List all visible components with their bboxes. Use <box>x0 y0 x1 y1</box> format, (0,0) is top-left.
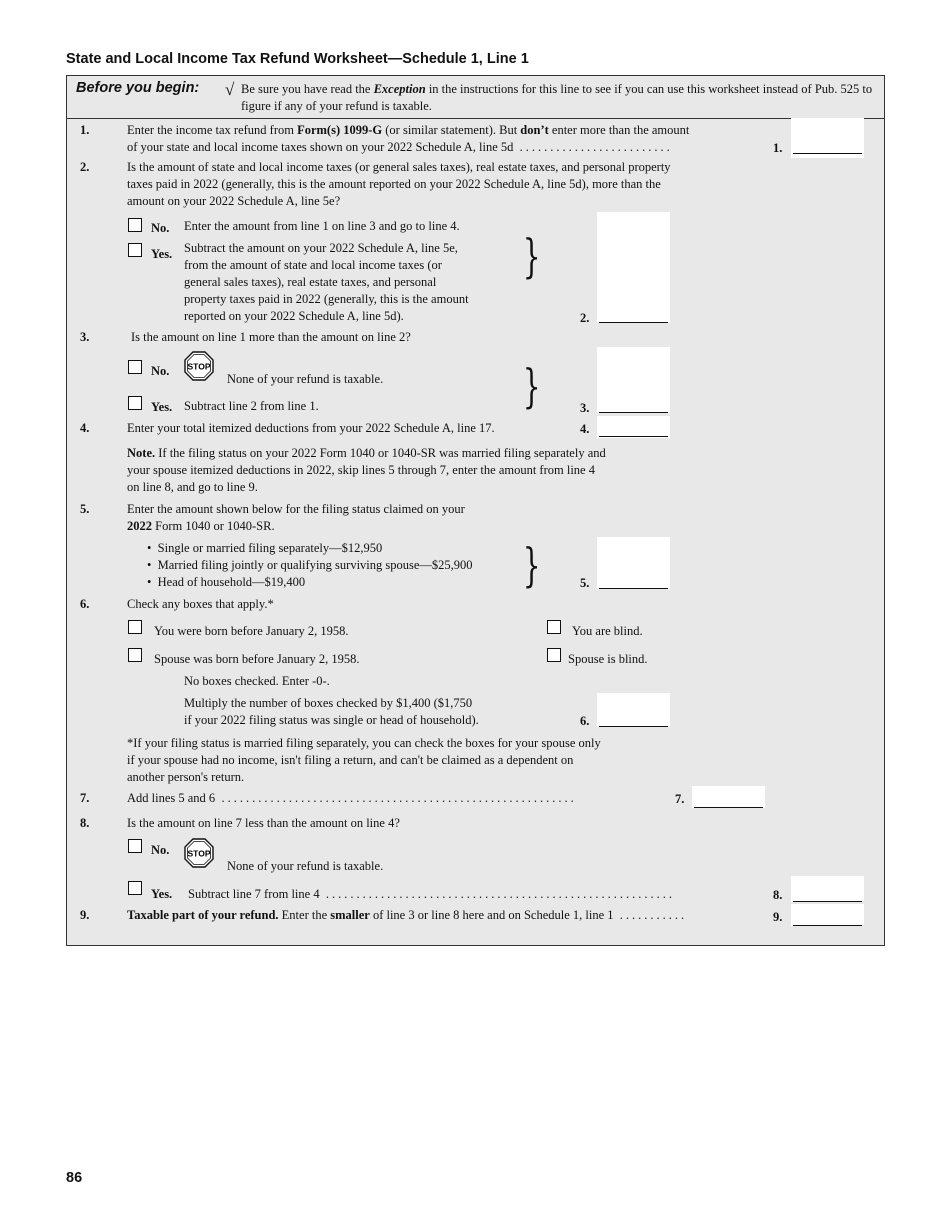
line-2-yes-text-5: reported on your 2022 Schedule A, line 5d). <box>184 309 404 323</box>
line-1-number: 1. <box>80 123 90 137</box>
line-4-entry-area <box>597 416 670 438</box>
line-6-footnote-1: *If your filing status is married filing separately, you can check the boxes for your spouse only <box>127 736 601 750</box>
line-8-yes-checkbox[interactable] <box>128 881 142 895</box>
line-6-multiply-2: if your 2022 filing status was single or head of household). <box>184 713 479 727</box>
line-2-ref: 2. <box>580 311 590 325</box>
line-7-entry-area <box>692 786 765 808</box>
line-6-entry-area <box>597 693 670 727</box>
you-blind-label: You are blind. <box>572 624 643 638</box>
line-2-yes-text-2: from the amount of state and local income taxes (or <box>184 258 442 272</box>
note-text-a: Note. If the filing status on your 2022 Form 1040 or 1040-SR was married filing separately and <box>127 446 606 460</box>
line-6-multiply-1: Multiply the number of boxes checked by $1,400 ($1,750 <box>184 696 473 710</box>
line-8-ref: 8. <box>773 888 783 902</box>
line-2-no-checkbox[interactable] <box>128 218 142 232</box>
line-8-amount-field[interactable] <box>793 901 862 902</box>
line-3-ref: 3. <box>580 401 590 415</box>
page-title: State and Local Income Tax Refund Worksheet—Schedule 1, Line 1 <box>66 51 529 67</box>
line-5-number: 5. <box>80 502 90 516</box>
line-8-yes-text: Subtract line 7 from line 4 ......................................................... <box>188 887 675 901</box>
line-8-question: Is the amount on line 7 less than the amount on line 4? <box>127 816 400 830</box>
line-3-no-text: None of your refund is taxable. <box>227 372 384 386</box>
svg-text:STOP: STOP <box>187 361 211 372</box>
line-3-yes-checkbox[interactable] <box>128 396 142 410</box>
stop-sign-icon <box>184 351 214 381</box>
line-9-entry-area <box>791 904 864 926</box>
line-2-yes-text-1: Subtract the amount on your 2022 Schedule A, line 5e, <box>184 241 458 255</box>
line-9-text: Taxable part of your refund. Enter the smaller of line 3 or line 8 here and on Schedule 1, line 1 ........... <box>127 908 688 922</box>
worksheet-frame <box>66 75 885 946</box>
line-5-brace: } <box>522 538 541 592</box>
page-number: 86 <box>66 1170 83 1186</box>
line-7-number: 7. <box>80 791 90 805</box>
line-3-no-checkbox[interactable] <box>128 360 142 374</box>
line-6-amount-field[interactable] <box>599 726 668 727</box>
stop-sign-icon <box>184 838 214 868</box>
before-you-begin-text: Be sure you have read the Exception in the instructions for this line to see if you can use this worksheet instead of Pub. 525 to figure if any of your refund is taxable. <box>241 82 873 113</box>
line-4-text: Enter your total itemized deductions from your 2022 Schedule A, line 17. <box>127 421 495 435</box>
line-2-text-c: amount on your 2022 Schedule A, line 5e? <box>127 194 341 208</box>
spouse-born-before-checkbox[interactable] <box>128 648 142 662</box>
line-2-number: 2. <box>80 160 90 174</box>
line-6-ref: 6. <box>580 714 590 728</box>
line-1-ref: 1. <box>773 141 783 155</box>
line-3-yes-text: Subtract line 2 from line 1. <box>184 399 319 413</box>
note-text-c: on line 8, and go to line 9. <box>127 480 258 494</box>
line-3-no-label: No. <box>151 364 170 378</box>
line-7-amount-field[interactable] <box>694 807 763 808</box>
line-2-yes-label: Yes. <box>151 247 173 261</box>
before-you-begin-label: Before you begin: <box>76 80 200 96</box>
line-3-number: 3. <box>80 330 90 344</box>
line-5-text-b: 2022 Form 1040 or 1040-SR. <box>127 519 275 533</box>
line-2-brace: } <box>522 229 541 283</box>
svg-text:STOP: STOP <box>187 848 211 859</box>
line-2-no-text: Enter the amount from line 1 on line 3 and go to line 4. <box>184 219 460 233</box>
line-8-no-checkbox[interactable] <box>128 839 142 853</box>
line-4-ref: 4. <box>580 422 590 436</box>
spouse-blind-label: Spouse is blind. <box>568 652 648 666</box>
line-3-entry-area <box>597 347 670 413</box>
line-6-number: 6. <box>80 597 90 611</box>
line-6-footnote-2: if your spouse had no income, isn't filing a return, and can't be claimed as a dependent on <box>127 753 574 767</box>
line-2-text-b: taxes paid in 2022 (generally, this is the amount reported on your 2022 Schedule A, line 5d), more than the <box>127 177 661 191</box>
line-5-entry-area <box>597 537 670 589</box>
line-5-bullet-2: • Married filing jointly or qualifying surviving spouse—$25,900 <box>147 558 473 572</box>
line-6-no-boxes: No boxes checked. Enter -0-. <box>184 674 330 688</box>
spouse-blind-checkbox[interactable] <box>547 648 561 662</box>
line-3-amount-field[interactable] <box>599 412 668 413</box>
line-2-yes-text-3: general sales taxes), real estate taxes, and personal <box>184 275 437 289</box>
before-you-begin-row <box>67 76 884 119</box>
line-1-text-2: of your state and local income taxes shown on your 2022 Schedule A, line 5d ......................... <box>127 140 673 154</box>
line-6-footnote-3: another person's return. <box>127 770 245 784</box>
born-before-checkbox[interactable] <box>128 620 142 634</box>
born-before-label: You were born before January 2, 1958. <box>154 624 349 638</box>
line-2-amount-field[interactable] <box>599 322 668 323</box>
line-1-text: Enter the income tax refund from Form(s) 1099-G (or similar statement). But don’t enter more than the amount <box>127 123 690 137</box>
line-9-amount-field[interactable] <box>793 925 862 926</box>
line-8-number: 8. <box>80 816 90 830</box>
line-8-yes-label: Yes. <box>151 887 173 901</box>
spouse-born-before-label: Spouse was born before January 2, 1958. <box>154 652 360 666</box>
line-5-amount-field[interactable] <box>599 588 668 589</box>
line-5-bullet-1: • Single or married filing separately—$12,950 <box>147 541 383 555</box>
you-blind-checkbox[interactable] <box>547 620 561 634</box>
line-2-yes-text-4: property taxes paid in 2022 (generally, this is the amount <box>184 292 469 306</box>
note-text-b: your spouse itemized deductions in 2022, skip lines 5 through 7, enter the amount from line 4 <box>127 463 595 477</box>
line-3-yes-label: Yes. <box>151 400 173 414</box>
line-3-brace: } <box>522 359 541 413</box>
line-2-entry-area <box>597 212 670 323</box>
line-6-text: Check any boxes that apply.* <box>127 597 274 611</box>
line-4-amount-field[interactable] <box>599 436 668 437</box>
line-2-text-a: Is the amount of state and local income taxes (or general sales taxes), real estate taxes, and personal property <box>127 160 671 174</box>
line-8-no-text: None of your refund is taxable. <box>227 859 384 873</box>
line-5-text-a: Enter the amount shown below for the filing status claimed on your <box>127 502 465 516</box>
line-1-entry-area <box>791 118 864 158</box>
line-7-ref: 7. <box>675 792 685 806</box>
line-4-number: 4. <box>80 421 90 435</box>
line-7-text: Add lines 5 and 6 .......................................................... <box>127 791 577 805</box>
checkmark-icon: √ <box>225 80 235 99</box>
line-9-number: 9. <box>80 908 90 922</box>
line-8-entry-area <box>791 876 864 902</box>
line-3-question: Is the amount on line 1 more than the amount on line 2? <box>131 330 411 344</box>
line-1-amount-field[interactable] <box>793 153 862 154</box>
line-5-bullet-3: • Head of household—$19,400 <box>147 575 306 589</box>
line-2-no-label: No. <box>151 221 170 235</box>
line-5-ref: 5. <box>580 576 590 590</box>
line-9-ref: 9. <box>773 910 783 924</box>
line-2-yes-checkbox[interactable] <box>128 243 142 257</box>
line-8-no-label: No. <box>151 843 170 857</box>
